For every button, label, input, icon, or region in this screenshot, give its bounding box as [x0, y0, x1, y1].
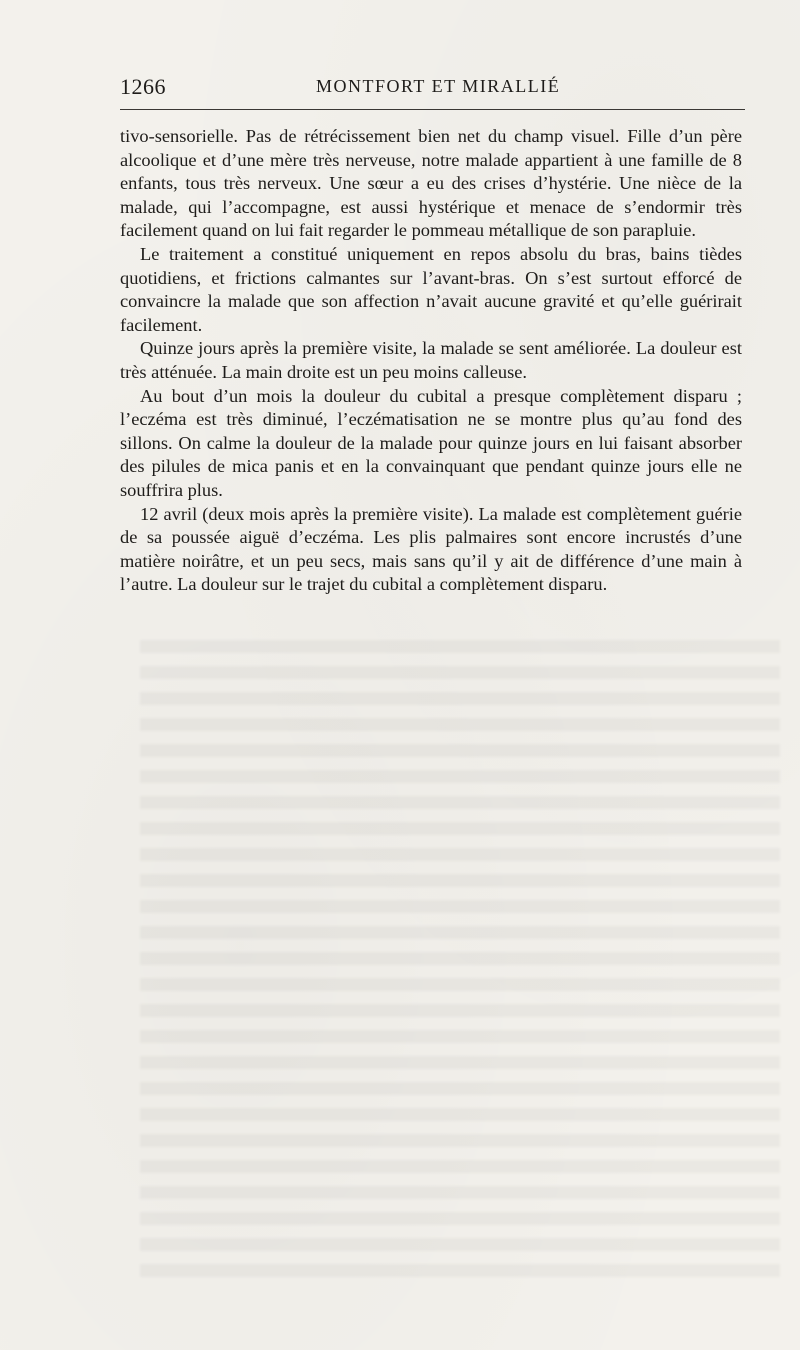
paragraph: tivo-sensorielle. Pas de rétrécissement bien net du champ visuel. Fille d’un père alcoolique et d’une mère très nerveuse, notre malade appartient à une famille de 8 enfants, tous très nerveux. Une sœur a eu des crises d’hystérie. Une nièce de la malade, qui l’accompagne, est aussi hystérique et menace de s’endormir très facilement quand on lui fait regarder le pommeau métallique de son parapluie.	[120, 126, 742, 241]
body-text	[120, 125, 742, 597]
paragraph: Quinze jours après la première visite, la malade se sent améliorée. La douleur est très atténuée. La main droite est un peu moins calleuse.	[120, 338, 742, 382]
header-rule	[120, 109, 745, 110]
paragraph: Au bout d’un mois la douleur du cubital a presque complètement disparu ; l’eczéma est très diminué, l’eczématisation ne se montre plus qu’au fond des sillons. On calme la douleur de la malade pour quinze jours en lui faisant absorber des pilules de mica panis et en la convainquant que pendant quinze jours elle ne souffrira plus.	[120, 385, 742, 500]
page-number: 1266	[120, 74, 166, 99]
paragraph: Le traitement a constitué uniquement en repos absolu du bras, bains tièdes quotidiens, et frictions calmantes sur l’avant-bras. On s’est surtout efforcé de convaincre la malade que son affection n’avait aucune gravité et qu’elle guérirait facilement.	[120, 243, 742, 335]
paragraph: 12 avril (deux mois après la première visite). La malade est complètement guérie de sa poussée aiguë d’eczéma. Les plis palmaires sont encore incrustés d’une matière noirâtre, et un peu secs, mais sans qu’il y ait de différence d’une main à l’autre. La douleur sur le trajet du cubital a complètement disparu.	[120, 503, 742, 595]
running-title: MONTFORT ET MIRALLIÉ	[316, 76, 561, 96]
reverse-side-show-through	[140, 640, 780, 1280]
running-head	[120, 74, 745, 100]
